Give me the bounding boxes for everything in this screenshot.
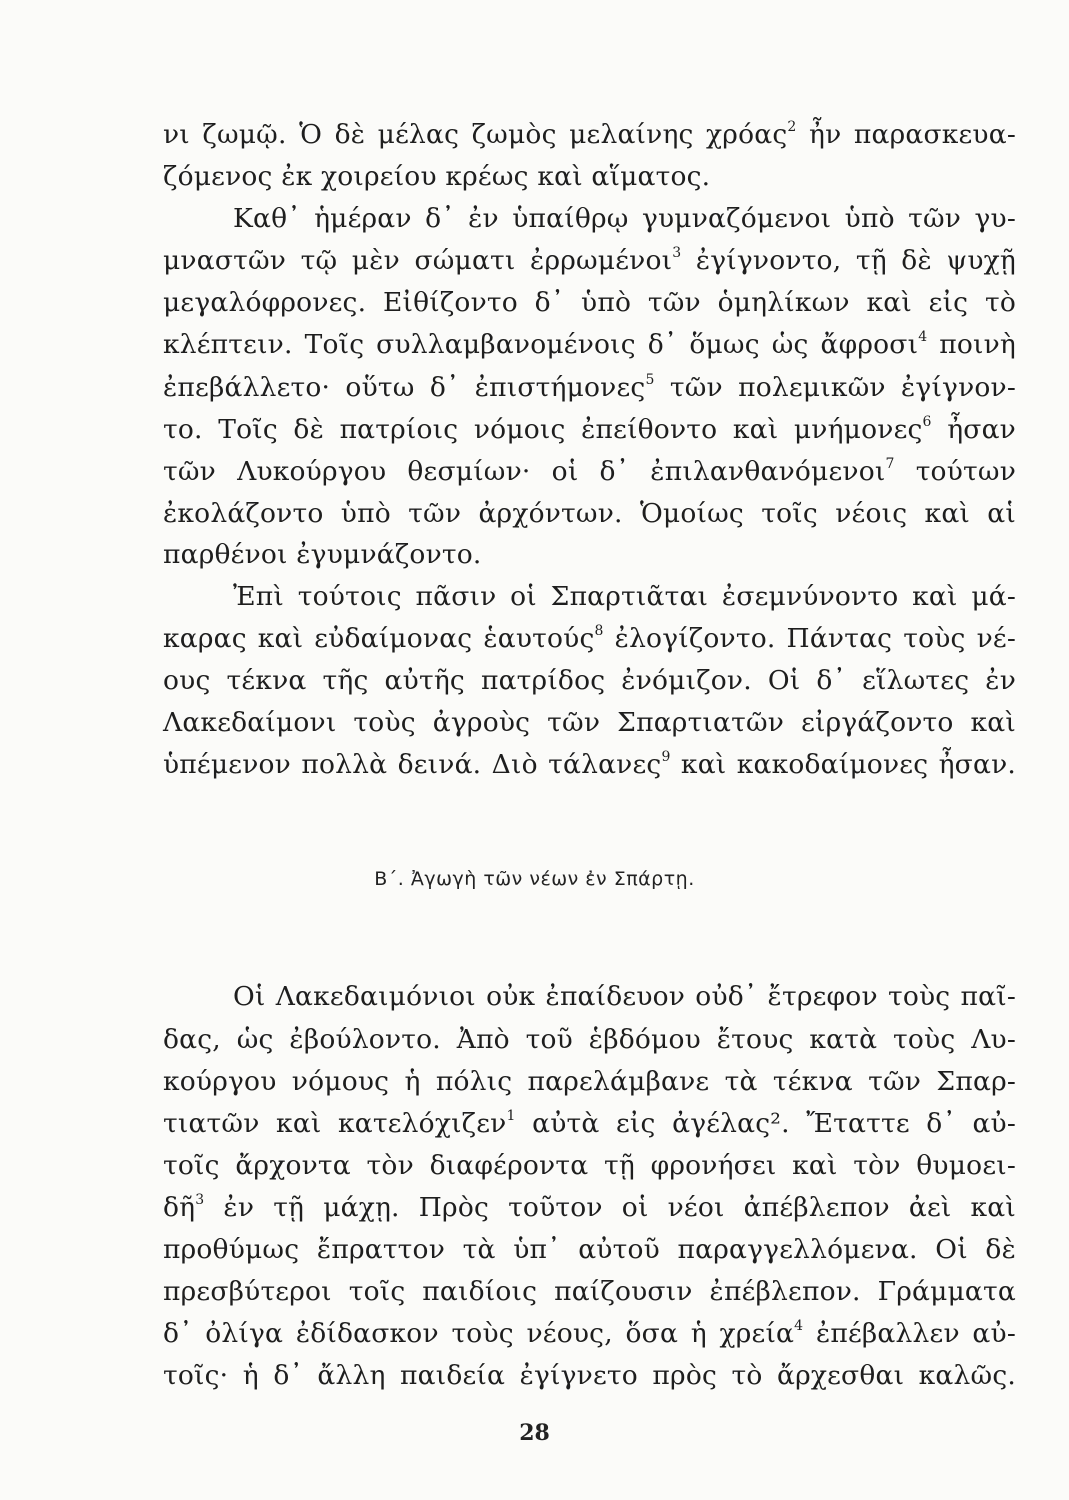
text-line: Λακεδαίμονι τοὺς ἀγροὺς τῶν Σπαρτιατῶν εἰργάζοντο καὶ [163, 707, 1016, 738]
text-line: τῶν Λυκούργου θεσμίων· οἱ δ᾽ ἐπιλανθανόμενοι$^7$ τούτων [163, 456, 1017, 487]
text-line: Καθ᾽ ἡμέραν δ᾽ ἐν ὑπαίθρῳ γυμναζόμενοι ὑπὸ τῶν γυ- [233, 203, 1016, 234]
text-line: κούργου νόμους ἡ πόλις παρελάμβανε τὰ τέκνα τῶν Σπαρ- [163, 1066, 1016, 1097]
text-line: κλέπτειν. Τοῖς συλλαμβανομένοις δ᾽ ὅμως ὡς ἄφροσι$^4$ ποινὴ [163, 329, 1016, 360]
text-line: ἐκολάζοντο ὑπὸ τῶν ἀρχόντων. Ὁμοίως τοῖς νέοις καὶ αἱ [163, 498, 1016, 529]
text-line: πρεσβύτεροι τοῖς παιδίοις παίζουσιν ἐπέβλεπον. Γράμματα [163, 1276, 1016, 1307]
text-line: δῆ$^3$ ἐν τῇ μάχῃ. Πρὸς τοῦτον οἱ νέοι ἀπέβλεπον ἀεὶ καὶ [163, 1192, 1016, 1223]
page-number: 28 [519, 1420, 550, 1446]
text-line: τοῖς· ἡ δ᾽ ἄλλη παιδεία ἐγίγνετο πρὸς τὸ ἄρχεσθαι καλῶς. [163, 1360, 1016, 1391]
text-line: καρας καὶ εὐδαίμονας ἑαυτούς$^8$ ἐλογίζοντο. Πάντας τοὺς νέ- [163, 623, 1016, 654]
text-line: ὑπέμενον πολλὰ δεινά. Διὸ τάλανες$^9$ καὶ κακοδαίμονες ἦσαν. [163, 749, 1016, 780]
text-line: τοῖς ἄρχοντα τὸν διαφέροντα τῇ φρονήσει καὶ τὸν θυμοει- [163, 1150, 1016, 1181]
text-line: προθύμως ἔπραττον τὰ ὑπ᾽ αὐτοῦ παραγγελλόμενα. Οἱ δὲ [163, 1234, 1016, 1265]
text-line: το. Τοῖς δὲ πατρίοις νόμοις ἐπείθοντο καὶ μνήμονες$^6$ ἦσαν [163, 414, 1016, 445]
text-line: τιατῶν καὶ κατελόχιζεν$^1$ αὐτὰ εἰς ἀγέλας². Ἔταττε δ᾽ αὐ- [163, 1108, 1016, 1139]
text-line: μεγαλόφρονες. Εἰθίζοντο δ᾽ ὑπὸ τῶν ὁμηλίκων καὶ εἰς τὸ [163, 287, 1016, 318]
text-line: παρθένοι ἐγυμνάζοντο. [163, 539, 482, 570]
text-line: μναστῶν τῷ μὲν σώματι ἐρρωμένοι$^3$ ἐγίγνοντο, τῇ δὲ ψυχῇ [163, 245, 1016, 276]
text-line: Οἱ Λακεδαιμόνιοι οὐκ ἐπαίδευον οὐδ᾽ ἔτρεφον τοὺς παῖ- [233, 981, 1016, 1012]
text-line: Ἐπὶ τούτοις πᾶσιν οἱ Σπαρτιᾶται ἐσεμνύνοντο καὶ μά- [233, 581, 1016, 612]
text-line: νι ζωμῷ. Ὁ δὲ μέλας ζωμὸς μελαίνης χρόας$^2$ ἦν παρασκευα- [163, 119, 1016, 150]
section-heading: Β΄. Ἀγωγὴ τῶν νέων ἐν Σπάρτῃ. [374, 868, 695, 890]
text-line: ζόμενος ἐκ χοιρείου κρέως καὶ αἵματος. [163, 161, 711, 192]
text-line: δας, ὡς ἐβούλοντο. Ἀπὸ τοῦ ἑβδόμου ἔτους κατὰ τοὺς Λυ- [163, 1024, 1016, 1055]
text-line: ἐπεβάλλετο· οὕτω δ᾽ ἐπιστήμονες$^5$ τῶν πολεμικῶν ἐγίγνον- [163, 372, 1016, 403]
text-line: δ᾽ ὀλίγα ἐδίδασκον τοὺς νέους, ὅσα ἡ χρεία$^4$ ἐπέβαλλεν αὐ- [163, 1318, 1016, 1349]
text-line: ους τέκνα τῆς αὐτῆς πατρίδος ἐνόμιζον. Οἱ δ᾽ εἵλωτες ἐν [163, 665, 1016, 696]
